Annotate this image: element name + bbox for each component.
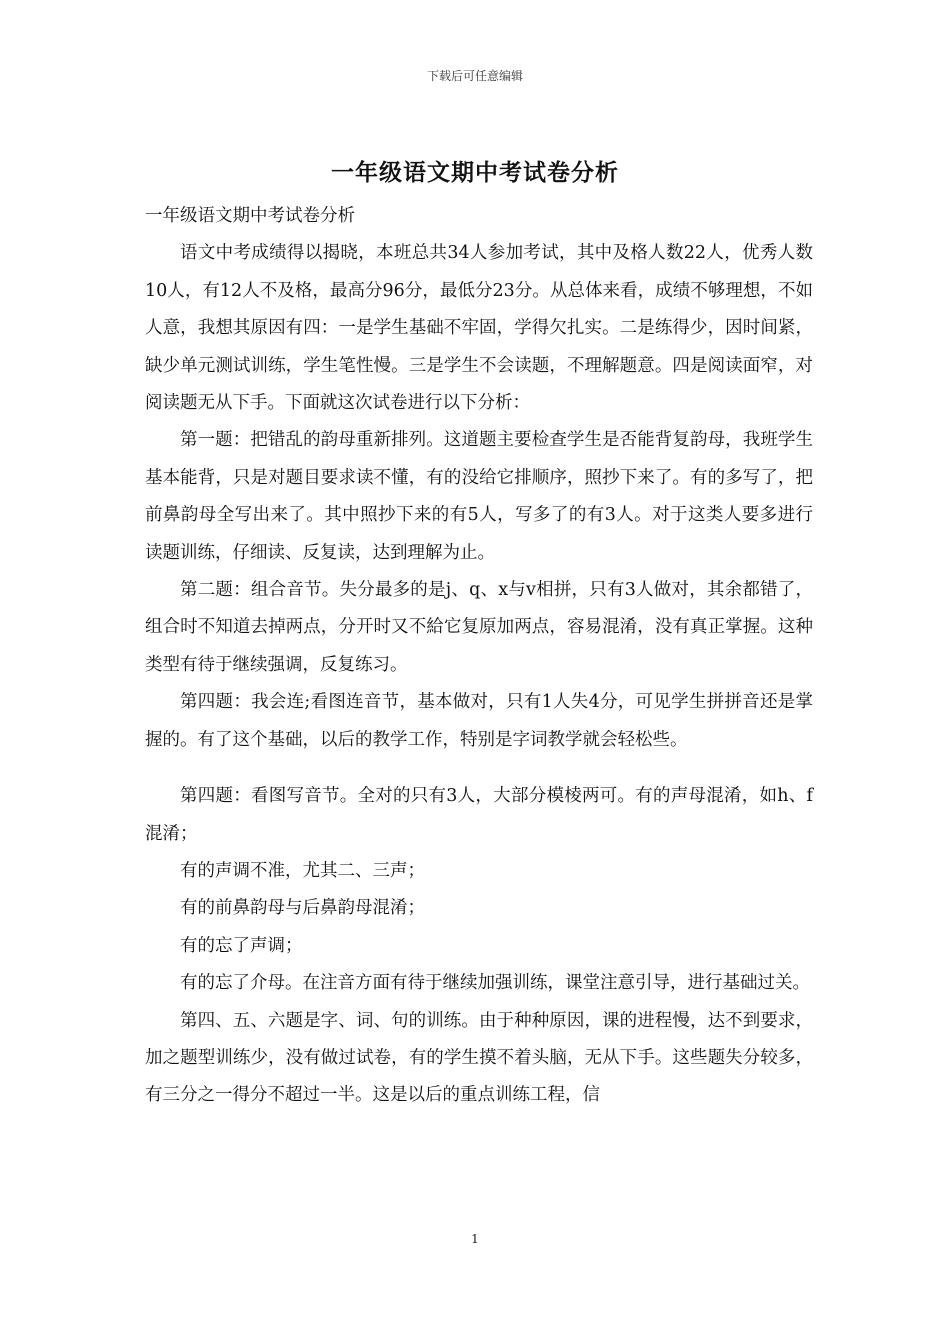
document-subtitle: 一年级语文期中考试卷分析	[145, 206, 355, 226]
paragraph: 语文中考成绩得以揭晓，本班总共34人参加考试，其中及格人数22人，优秀人数10人，有12人不及格，最高分96分，最低分23分。从总体来看，成绩不够理想，不如人意，我想其原因有四：一是学生基础不牢固，学得欠扎实。二是练得少，因时间紧，缺少单元测试训练，学生笔性慢。三是学生不会读题，不理解题意。四是阅读面窄，对阅读题无从下手。下面就这次试卷进行以下分析：	[145, 243, 813, 414]
paragraph: 有的忘了介母。在注音方面有待于继续加强训练，课堂注意引导，进行基础过关。	[180, 973, 810, 994]
document-title: 一年级语文期中考试卷分析	[331, 159, 619, 186]
page-number: 1	[471, 1232, 479, 1246]
paragraph: 第四题：看图写音节。全对的只有3人，大部分模棱两可。有的声母混淆，如h、f混淆；	[145, 786, 813, 844]
paragraph: 有的前鼻韵母与后鼻韵母混淆；	[180, 898, 425, 919]
page-header-note: 下载后可任意编辑	[426, 69, 523, 83]
document-body	[145, 198, 813, 1115]
paragraph: 有的声调不准，尤其二、三声；	[180, 860, 425, 881]
paragraph: 第二题：组合音节。失分最多的是j、q、x与v相拼，只有3人做对，其余都错了，组合时不知道去掉两点，分开时又不給它复原加两点，容易混淆，没有真正掌握。这种类型有待于继续强调，反复练习。	[145, 580, 813, 675]
paragraph: 第四题：我会连;看图连音节，基本做对，只有1人失4分，可见学生拼拼音还是掌握的。有了这个基础，以后的教学工作，特别是字词教学就会轻松些。	[145, 692, 813, 750]
paragraph: 第一题：把错乱的韵母重新排列。这道题主要检查学生是否能背复韵母，我班学生基本能背，只是对题目要求读不懂，有的没给它排顺序，照抄下来了。有的多写了，把前鼻韵母全写出来了。其中照抄下来的有5人，写多了的有3人。对于这类人要多进行读题训练，仔细读、反复读，达到理解为止。	[145, 430, 813, 563]
paragraph: 第四、五、六题是字、词、句的训练。由于种种原因，课的进程慢，达不到要求，加之题型训练少，没有做过试卷，有的学生摸不着头脑，无从下手。这些题失分较多，有三分之一得分不超过一半。这是以后的重点训练工程，信	[145, 1010, 813, 1106]
paragraph: 有的忘了声调；	[180, 935, 303, 956]
